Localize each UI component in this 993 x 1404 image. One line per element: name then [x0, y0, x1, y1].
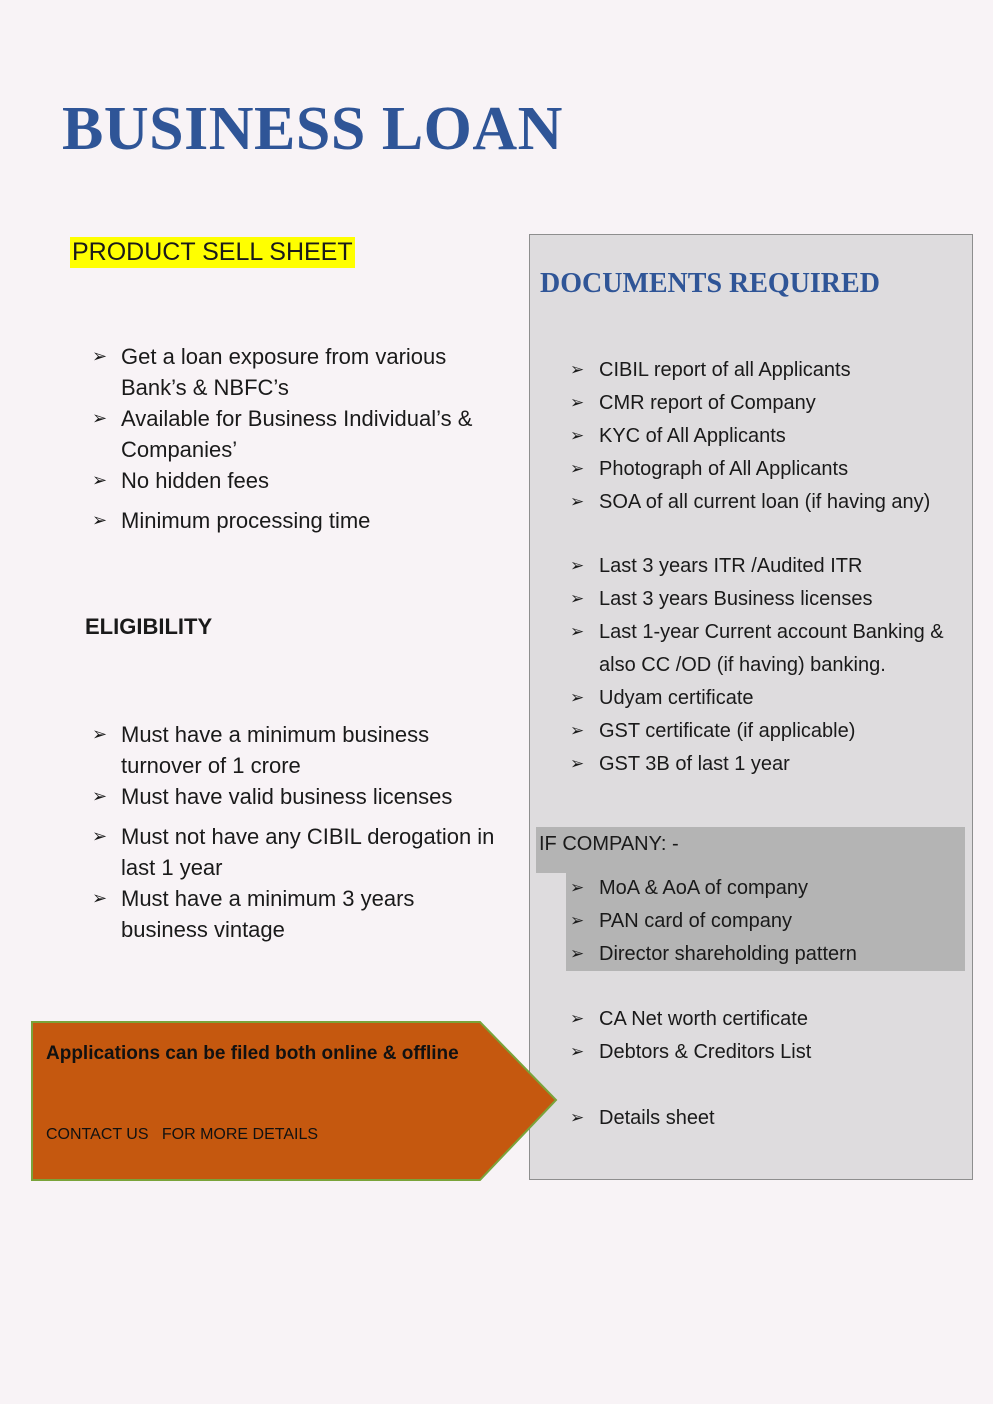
list-item: ➢ Details sheet — [570, 1102, 965, 1135]
arrow-bullet-icon: ➢ — [570, 589, 585, 609]
documents-list-applicants — [570, 354, 965, 519]
arrow-bullet-icon: ➢ — [570, 492, 585, 512]
list-item: ➢ Get a loan exposure from various Bank’s & NBFC’s — [92, 341, 502, 403]
documents-list-financial — [570, 1003, 965, 1069]
list-item: ➢ CIBIL report of all Applicants — [570, 354, 965, 387]
list-item: ➢ Debtors & Creditors List — [570, 1036, 965, 1069]
list-item: ➢ KYC of All Applicants — [570, 420, 965, 453]
list-item: ➢ Must not have any CIBIL derogation in last 1 year — [92, 821, 502, 883]
list-item: ➢ Director shareholding pattern — [570, 938, 965, 971]
list-item: ➢ GST certificate (if applicable) — [570, 715, 965, 748]
arrow-bullet-icon: ➢ — [92, 510, 108, 531]
arrow-bullet-icon: ➢ — [570, 622, 585, 642]
list-item: ➢ SOA of all current loan (if having any) — [570, 486, 965, 519]
list-item: ➢ Last 3 years Business licenses — [570, 583, 965, 616]
list-item: ➢ CA Net worth certificate — [570, 1003, 965, 1036]
if-company-label: IF COMPANY: - — [539, 833, 679, 855]
list-item: ➢ Last 3 years ITR /Audited ITR — [570, 550, 965, 583]
documents-list-business — [570, 550, 965, 781]
arrow-bullet-icon: ➢ — [570, 426, 585, 446]
arrow-bullet-icon: ➢ — [570, 393, 585, 413]
documents-list-details — [570, 1102, 965, 1135]
arrow-bullet-icon: ➢ — [570, 721, 585, 741]
banner-headline: Applications can be filed both online & offline — [46, 1043, 459, 1064]
list-item: ➢ No hidden fees — [92, 465, 502, 496]
arrow-bullet-icon: ➢ — [92, 346, 108, 367]
arrow-bullet-icon: ➢ — [570, 1042, 585, 1062]
eligibility-list — [92, 719, 502, 945]
list-item: ➢ PAN card of company — [570, 905, 965, 938]
list-item: ➢ Must have a minimum business turnover of 1 crore — [92, 719, 502, 781]
arrow-bullet-icon: ➢ — [92, 826, 108, 847]
arrow-bullet-icon: ➢ — [570, 911, 585, 931]
list-item: ➢ MoA & AoA of company — [570, 872, 965, 905]
arrow-bullet-icon: ➢ — [92, 724, 108, 745]
arrow-bullet-icon: ➢ — [92, 408, 108, 429]
product-sell-sheet-label: PRODUCT SELL SHEET — [72, 238, 353, 266]
arrow-bullet-icon: ➢ — [570, 688, 585, 708]
documents-list-company — [570, 872, 965, 971]
eligibility-heading: ELIGIBILITY — [85, 614, 213, 639]
arrow-bullet-icon: ➢ — [570, 944, 585, 964]
arrow-bullet-icon: ➢ — [92, 470, 108, 491]
list-item: ➢ GST 3B of last 1 year — [570, 748, 965, 781]
list-item: ➢ Last 1-year Current account Banking & also CC /OD (if having) banking. — [570, 616, 965, 682]
list-item: ➢ Must have a minimum 3 years business vintage — [92, 883, 502, 945]
arrow-bullet-icon: ➢ — [92, 888, 108, 909]
list-item: ➢ Minimum processing time — [92, 505, 502, 536]
documents-heading: DOCUMENTS REQUIRED — [540, 268, 880, 299]
arrow-bullet-icon: ➢ — [570, 360, 585, 380]
contact-us-text: CONTACT US FOR MORE DETAILS — [46, 1126, 319, 1143]
arrow-bullet-icon: ➢ — [92, 786, 108, 807]
features-list — [92, 341, 502, 536]
list-item: ➢ Udyam certificate — [570, 682, 965, 715]
arrow-bullet-icon: ➢ — [570, 556, 585, 576]
arrow-bullet-icon: ➢ — [570, 878, 585, 898]
list-item: ➢ CMR report of Company — [570, 387, 965, 420]
list-item: ➢ Photograph of All Applicants — [570, 453, 965, 486]
list-item: ➢ Available for Business Individual’s & Companies’ — [92, 403, 502, 465]
arrow-bullet-icon: ➢ — [570, 1009, 585, 1029]
arrow-bullet-icon: ➢ — [570, 459, 585, 479]
arrow-bullet-icon: ➢ — [570, 754, 585, 774]
page-title: BUSINESS LOAN — [62, 95, 563, 163]
list-item: ➢ Must have valid business licenses — [92, 781, 502, 812]
arrow-bullet-icon: ➢ — [570, 1108, 585, 1128]
